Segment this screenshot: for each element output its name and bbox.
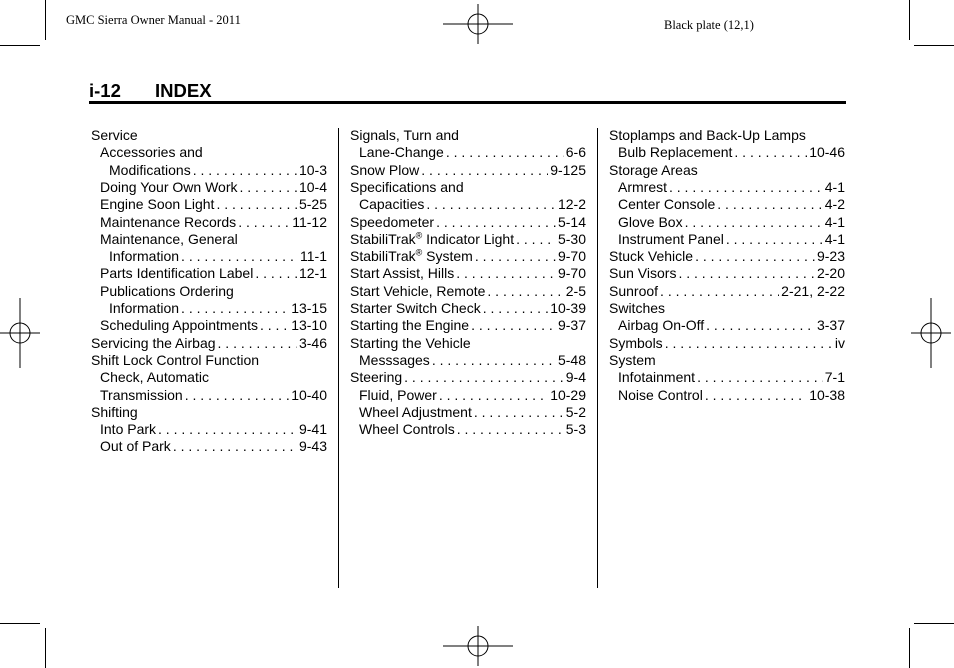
index-entry-term bbox=[609, 352, 656, 368]
dot-leader bbox=[216, 196, 297, 213]
dot-leader bbox=[678, 265, 815, 282]
index-entry-term bbox=[100, 438, 171, 455]
manual-title: GMC Sierra Owner Manual - 2011 bbox=[66, 13, 241, 27]
dot-leader bbox=[446, 144, 564, 161]
term-text: Starter Switch Check bbox=[350, 300, 481, 316]
page-reference: 4-1 bbox=[824, 213, 845, 230]
registration-mark-left bbox=[0, 298, 40, 368]
term-text: Signals, Turn and bbox=[350, 127, 459, 143]
dot-leader bbox=[239, 179, 296, 196]
dot-leader bbox=[457, 421, 564, 438]
index-entry bbox=[100, 387, 327, 404]
index-entry-term bbox=[100, 283, 234, 299]
page-reference: 12-1 bbox=[298, 265, 327, 282]
term-text: Starting the Vehicle bbox=[350, 334, 471, 351]
index-entry-term bbox=[350, 317, 469, 334]
term-text: Servicing the Airbag bbox=[91, 334, 216, 351]
index-entry bbox=[100, 369, 327, 386]
page-reference: 10-29 bbox=[550, 386, 586, 403]
dot-leader bbox=[426, 196, 556, 213]
term-text: Symbols bbox=[609, 334, 663, 351]
page-reference: 2-5 bbox=[565, 282, 586, 299]
index-entry bbox=[350, 214, 586, 231]
index-entry bbox=[609, 248, 845, 265]
index-entry bbox=[350, 283, 586, 300]
index-entry-term bbox=[109, 300, 179, 317]
term-text: System bbox=[609, 351, 656, 368]
term-text: Bulb Replacement bbox=[618, 144, 733, 161]
index-entry bbox=[618, 196, 845, 213]
index-entry-term bbox=[91, 127, 138, 143]
index-entry bbox=[100, 214, 327, 231]
index-entry bbox=[618, 387, 845, 404]
page-reference: 3-46 bbox=[298, 334, 327, 351]
term-text: Armrest bbox=[618, 178, 667, 195]
dot-leader bbox=[669, 179, 823, 196]
term-text-continued: Indicator Light bbox=[422, 230, 515, 247]
index-entry-term bbox=[609, 127, 806, 143]
index-entry bbox=[359, 144, 586, 161]
index-entry bbox=[350, 162, 586, 179]
term-text: Service bbox=[91, 127, 138, 143]
page-reference: 10-46 bbox=[809, 144, 845, 161]
index-entry-term bbox=[350, 335, 471, 351]
term-text: Accessories and bbox=[100, 144, 203, 161]
page-reference: 5-30 bbox=[557, 230, 586, 247]
dot-leader bbox=[471, 317, 556, 334]
dot-leader bbox=[665, 335, 833, 352]
index-entry bbox=[91, 335, 327, 352]
trim-mark bbox=[0, 623, 40, 624]
index-entry bbox=[100, 196, 327, 213]
page-reference: 2-20 bbox=[816, 265, 845, 282]
index-entry-term bbox=[609, 300, 665, 316]
page-reference: 9-70 bbox=[557, 248, 586, 265]
term-text: Transmission bbox=[100, 386, 183, 403]
term-text: Shifting bbox=[91, 403, 138, 420]
index-entry bbox=[109, 162, 327, 179]
index-entry bbox=[350, 300, 586, 317]
dot-leader bbox=[181, 300, 289, 317]
term-text: Wheel Controls bbox=[359, 421, 455, 438]
dot-leader bbox=[660, 283, 779, 300]
term-text: Sun Visors bbox=[609, 265, 677, 282]
column-divider bbox=[338, 128, 339, 588]
dot-leader bbox=[421, 162, 548, 179]
term-text: Steering bbox=[350, 369, 403, 386]
index-entry-term bbox=[359, 387, 437, 404]
index-entry-term bbox=[350, 369, 402, 386]
term-text: Wheel Adjustment bbox=[359, 403, 472, 420]
index-entry bbox=[350, 231, 586, 248]
index-entry bbox=[609, 127, 845, 144]
dot-leader bbox=[726, 231, 823, 248]
trim-mark bbox=[45, 0, 46, 40]
index-entry bbox=[359, 404, 586, 421]
index-entry bbox=[359, 387, 586, 404]
index-entry bbox=[609, 300, 845, 317]
dot-leader bbox=[238, 214, 290, 231]
page-reference: 13-10 bbox=[291, 317, 327, 334]
term-text: Specifications and bbox=[350, 178, 464, 195]
page-reference: 4-2 bbox=[824, 196, 845, 213]
page-reference: 4-1 bbox=[824, 178, 845, 195]
dot-leader bbox=[474, 404, 564, 421]
page-reference: 10-38 bbox=[809, 386, 845, 403]
term-text: Infotainment bbox=[618, 369, 696, 386]
index-entry bbox=[100, 179, 327, 196]
dot-leader bbox=[717, 196, 822, 213]
dot-leader bbox=[218, 335, 297, 352]
index-entry-term bbox=[609, 162, 698, 178]
index-entry bbox=[609, 352, 845, 369]
trim-mark bbox=[914, 623, 954, 624]
dot-leader bbox=[173, 438, 297, 455]
page-reference: 12-2 bbox=[557, 196, 586, 213]
dot-leader bbox=[483, 300, 548, 317]
index-entry bbox=[618, 179, 845, 196]
term-text: Sunroof bbox=[609, 282, 659, 299]
heading-rule bbox=[89, 101, 846, 104]
page-reference: 13-15 bbox=[291, 300, 327, 316]
index-entry-term bbox=[350, 231, 514, 248]
trim-mark bbox=[0, 45, 40, 46]
index-entry bbox=[91, 404, 327, 421]
index-entry-term bbox=[618, 317, 704, 334]
page-reference: 5-3 bbox=[565, 421, 586, 438]
index-entry bbox=[359, 352, 586, 369]
index-entry bbox=[350, 127, 586, 144]
index-entry-term bbox=[350, 162, 419, 179]
term-text: StabiliTrak bbox=[350, 230, 416, 247]
index-entry bbox=[350, 265, 586, 282]
page-reference: 9-125 bbox=[550, 161, 586, 178]
index-entry-term bbox=[350, 283, 485, 300]
page-reference: 10-3 bbox=[298, 161, 327, 178]
index-entry-term bbox=[100, 231, 238, 247]
index-entry bbox=[618, 231, 845, 248]
index-entry bbox=[350, 335, 586, 352]
index-entry-term bbox=[100, 421, 156, 438]
term-text: Lane-Change bbox=[359, 144, 444, 161]
index-entry-term bbox=[618, 144, 732, 161]
registered-mark: ® bbox=[415, 247, 423, 258]
term-text: Scheduling Appointments bbox=[100, 317, 258, 334]
term-text: Snow Plow bbox=[350, 161, 420, 178]
term-text: StabiliTrak bbox=[350, 248, 416, 265]
term-text: Out of Park bbox=[100, 438, 171, 455]
dot-leader bbox=[404, 369, 564, 386]
trim-mark bbox=[914, 45, 954, 46]
dot-leader bbox=[181, 248, 298, 265]
term-text: Messsages bbox=[359, 351, 430, 368]
column-divider bbox=[597, 128, 598, 588]
dot-leader bbox=[260, 317, 289, 334]
index-entry bbox=[109, 300, 327, 317]
section-title: INDEX bbox=[155, 80, 212, 101]
index-entry-term bbox=[100, 317, 258, 334]
index-entry bbox=[618, 369, 845, 386]
index-entry-term bbox=[109, 248, 179, 265]
index-entry-term bbox=[100, 265, 253, 282]
dot-leader bbox=[436, 214, 556, 231]
index-entry-term bbox=[618, 231, 724, 248]
index-entry bbox=[100, 421, 327, 438]
page-number: i-12 bbox=[89, 80, 121, 101]
page-reference: 9-23 bbox=[816, 248, 845, 265]
page-reference: 5-2 bbox=[565, 403, 586, 420]
index-entry-term bbox=[618, 179, 667, 196]
index-entry bbox=[100, 438, 327, 455]
index-entry-term bbox=[100, 387, 183, 404]
term-text: Center Console bbox=[618, 196, 716, 213]
page-reference: 5-14 bbox=[557, 213, 586, 230]
index-entry-term bbox=[350, 248, 473, 265]
index-entry-term bbox=[100, 179, 237, 196]
dot-leader bbox=[516, 231, 556, 248]
page-reference: 9-70 bbox=[557, 265, 586, 282]
index-entry bbox=[618, 144, 845, 161]
trim-mark bbox=[45, 628, 46, 668]
page-reference: 9-41 bbox=[298, 421, 327, 438]
index-entry-term bbox=[359, 421, 455, 438]
dot-leader bbox=[697, 369, 823, 386]
term-text: Maintenance Records bbox=[100, 213, 237, 230]
index-entry-term bbox=[609, 335, 663, 352]
dot-leader bbox=[255, 265, 297, 282]
index-entry bbox=[100, 144, 327, 161]
term-text: Switches bbox=[609, 300, 666, 316]
index-entry-term bbox=[618, 387, 703, 404]
dot-leader bbox=[734, 144, 807, 161]
index-entry-term bbox=[350, 179, 464, 195]
index-entry-term bbox=[100, 196, 214, 213]
dot-leader bbox=[475, 248, 556, 265]
index-entry bbox=[350, 369, 586, 386]
page-reference: 5-25 bbox=[298, 196, 327, 213]
index-entry-term bbox=[609, 265, 676, 282]
registered-mark: ® bbox=[415, 230, 423, 241]
trim-mark bbox=[909, 0, 910, 40]
term-text: Information bbox=[109, 300, 180, 316]
dot-leader bbox=[158, 421, 297, 438]
index-entry bbox=[359, 421, 586, 438]
term-text: Modifications bbox=[109, 161, 191, 178]
index-entry-term bbox=[618, 214, 683, 231]
index-entry-term bbox=[100, 214, 236, 231]
term-text: Check, Automatic bbox=[100, 369, 209, 386]
index-entry-term bbox=[91, 335, 216, 352]
index-entry bbox=[618, 214, 845, 231]
index-entry bbox=[91, 352, 327, 369]
plate-label: Black plate (12,1) bbox=[664, 18, 754, 32]
term-text: Engine Soon Light bbox=[100, 196, 215, 213]
index-entry bbox=[91, 127, 327, 144]
index-entry bbox=[609, 335, 845, 352]
index-entry bbox=[100, 265, 327, 282]
index-entry-term bbox=[359, 352, 430, 369]
term-text: Instrument Panel bbox=[618, 230, 724, 247]
page-reference: 10-4 bbox=[298, 178, 327, 195]
index-entry bbox=[609, 265, 845, 282]
dot-leader bbox=[185, 387, 289, 404]
term-text: Starting the Engine bbox=[350, 317, 470, 334]
page-reference: 10-39 bbox=[550, 300, 586, 316]
index-entry bbox=[609, 162, 845, 179]
term-text: Publications Ordering bbox=[100, 282, 234, 299]
dot-leader bbox=[706, 317, 815, 334]
index-entry-term bbox=[350, 214, 434, 231]
term-text: Stuck Vehicle bbox=[609, 248, 694, 265]
term-text: Start Vehicle, Remote bbox=[350, 282, 486, 299]
term-text: Speedometer bbox=[350, 213, 435, 230]
dot-leader bbox=[439, 387, 548, 404]
page-reference: 9-4 bbox=[565, 369, 586, 386]
page-reference: iv bbox=[834, 334, 845, 351]
dot-leader bbox=[695, 248, 815, 265]
index-entry bbox=[100, 317, 327, 334]
page-reference: 11-1 bbox=[300, 248, 327, 265]
dot-leader bbox=[487, 283, 563, 300]
dot-leader bbox=[432, 352, 556, 369]
page-reference: 10-40 bbox=[291, 386, 327, 403]
index-entry bbox=[618, 317, 845, 334]
term-text: Parts Identification Label bbox=[100, 265, 254, 282]
page-reference: 4-1 bbox=[824, 230, 845, 247]
page-reference: 9-37 bbox=[557, 317, 586, 334]
page-reference: 2-21, 2-22 bbox=[781, 282, 845, 299]
index-entry-term bbox=[359, 404, 472, 421]
term-text: Doing Your Own Work bbox=[100, 178, 238, 195]
page-reference: 9-43 bbox=[298, 438, 327, 455]
index-entry bbox=[109, 248, 327, 265]
index-entry bbox=[350, 317, 586, 334]
page-reference: 11-12 bbox=[292, 213, 327, 230]
term-text: Airbag On-Off bbox=[618, 317, 705, 334]
term-text: Storage Areas bbox=[609, 161, 698, 178]
index-entry-term bbox=[109, 162, 191, 179]
term-text: Stoplamps and Back-Up Lamps bbox=[609, 127, 806, 143]
term-text: Noise Control bbox=[618, 386, 703, 403]
index-entry-term bbox=[100, 369, 209, 385]
index-entry bbox=[350, 248, 586, 265]
index-entry-term bbox=[618, 369, 695, 386]
term-text: Into Park bbox=[100, 421, 157, 438]
trim-mark bbox=[909, 628, 910, 668]
index-entry-term bbox=[359, 196, 424, 213]
dot-leader bbox=[456, 265, 556, 282]
index-entry-term bbox=[350, 300, 481, 317]
term-text: Information bbox=[109, 248, 180, 265]
registration-mark-bottom bbox=[443, 626, 513, 666]
page-reference: 5-48 bbox=[557, 351, 586, 368]
page-reference: 6-6 bbox=[565, 144, 586, 161]
dot-leader bbox=[705, 387, 807, 404]
index-entry-term bbox=[618, 196, 715, 213]
term-text: Capacities bbox=[359, 196, 425, 213]
term-text: Glove Box bbox=[618, 213, 683, 230]
index-entry-term bbox=[609, 283, 658, 300]
page-reference: 7-1 bbox=[824, 369, 845, 386]
index-entry-term bbox=[350, 127, 459, 143]
index-entry-term bbox=[100, 144, 203, 160]
index-entry bbox=[359, 196, 586, 213]
term-text: Shift Lock Control Function bbox=[91, 351, 260, 368]
registration-mark-right bbox=[911, 298, 951, 368]
index-entry-term bbox=[359, 144, 444, 161]
dot-leader bbox=[193, 162, 297, 179]
dot-leader bbox=[685, 214, 823, 231]
index-entry bbox=[350, 179, 586, 196]
index-entry bbox=[100, 283, 327, 300]
index-entry-term bbox=[91, 352, 259, 368]
registration-mark-top bbox=[443, 4, 513, 44]
page-reference: 3-37 bbox=[816, 317, 845, 334]
index-entry bbox=[609, 283, 845, 300]
index-entry-term bbox=[350, 265, 454, 282]
term-text: Start Assist, Hills bbox=[350, 265, 455, 282]
index-entry-term bbox=[91, 404, 138, 420]
term-text: Maintenance, General bbox=[100, 230, 238, 247]
term-text-continued: System bbox=[422, 248, 473, 265]
index-entry bbox=[100, 231, 327, 248]
term-text: Fluid, Power bbox=[359, 386, 437, 403]
index-entry-term bbox=[609, 248, 693, 265]
